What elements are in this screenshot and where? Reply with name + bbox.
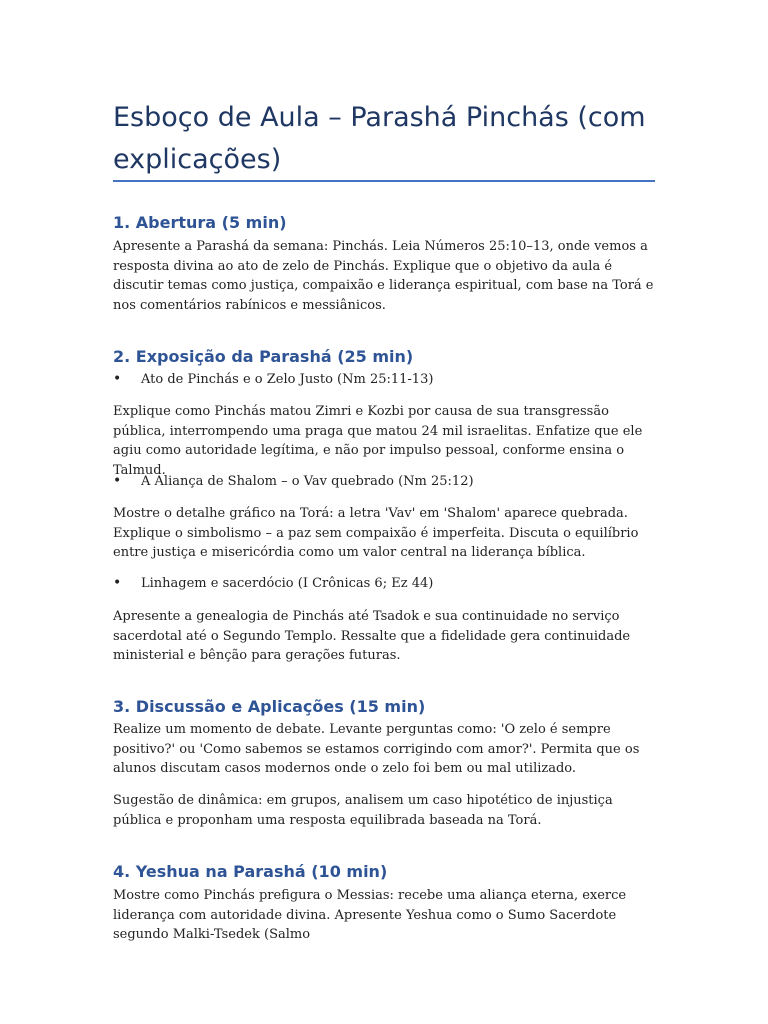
paragraph-alianca: Mostre o detalhe gráfico na Torá: a letra 'Vav' em 'Shalom' aparece quebrada. Explique o simbolismo – a paz sem compaixão é imperfeita. Discuta o equilíbrio entre justiça e misericórdia como um valor central na liderança bíblica. xyxy=(113,506,639,560)
section-heading-yeshua: 4. Yeshua na Parashá (10 min) xyxy=(113,862,388,881)
paragraph-linhagem: Apresente a genealogia de Pinchás até Tsadok e sua continuidade no serviço sacerdotal até o Segundo Templo. Ressalte que a fidelidade gera continuidade ministerial e bênção para gerações futuras. xyxy=(113,609,631,663)
paragraph-dinamica: Sugestão de dinâmica: em grupos, analisem um caso hipotético de injustiça pública e proponham uma resposta equilibrada baseada na Torá. xyxy=(113,793,613,828)
bullet-text: Linhagem e sacerdócio (I Crônicas 6; Ez 44) xyxy=(141,576,434,591)
bullet-icon: • xyxy=(113,371,122,387)
bullet-text: Ato de Pinchás e o Zelo Justo (Nm 25:11-13) xyxy=(141,372,434,387)
paragraph-yeshua: Mostre como Pinchás prefigura o Messias: recebe uma aliança eterna, exerce liderança com autoridade divina. Apresente Yeshua como o Sumo Sacerdote segundo Malki-Tsedek (Salmo xyxy=(113,888,627,942)
section-heading-discussao: 3. Discussão e Aplicações (15 min) xyxy=(113,697,426,716)
paragraph-debate: Realize um momento de debate. Levante perguntas como: 'O zelo é sempre positivo?' ou 'Como sabemos se estamos corrigindo com amor?'. Permita que os alunos discutam casos modernos onde o zelo foi bem ou mal utilizado. xyxy=(113,722,640,776)
section-heading-abertura: 1. Abertura (5 min) xyxy=(113,213,287,232)
page-title: Esboço de Aula – Parashá Pinchás (com explicações) xyxy=(113,102,646,175)
paragraph-abertura: Apresente a Parashá da semana: Pinchás. Leia Números 25:10–13, onde vemos a resposta divina ao ato de zelo de Pinchás. Explique que o objetivo da aula é discutir temas como justiça, compaixão e liderança espiritual, com base na Torá e nos comentários rabínicos e messiânicos. xyxy=(113,239,654,313)
bullet-text: A Aliança de Shalom – o Vav quebrado (Nm 25:12) xyxy=(141,474,474,489)
section-heading-exposicao: 2. Exposição da Parashá (25 min) xyxy=(113,347,414,366)
bullet-icon: • xyxy=(113,473,122,489)
title-underline xyxy=(113,180,655,182)
bullet-icon: • xyxy=(113,575,122,591)
paragraph-zelo: Explique como Pinchás matou Zimri e Kozbi por causa de sua transgressão pública, interrompendo uma praga que matou 24 mil israelitas. Enfatize que ele agiu como autoridade legítima, e não por impulso pessoal, conforme ensina o Talmud. xyxy=(113,404,643,478)
